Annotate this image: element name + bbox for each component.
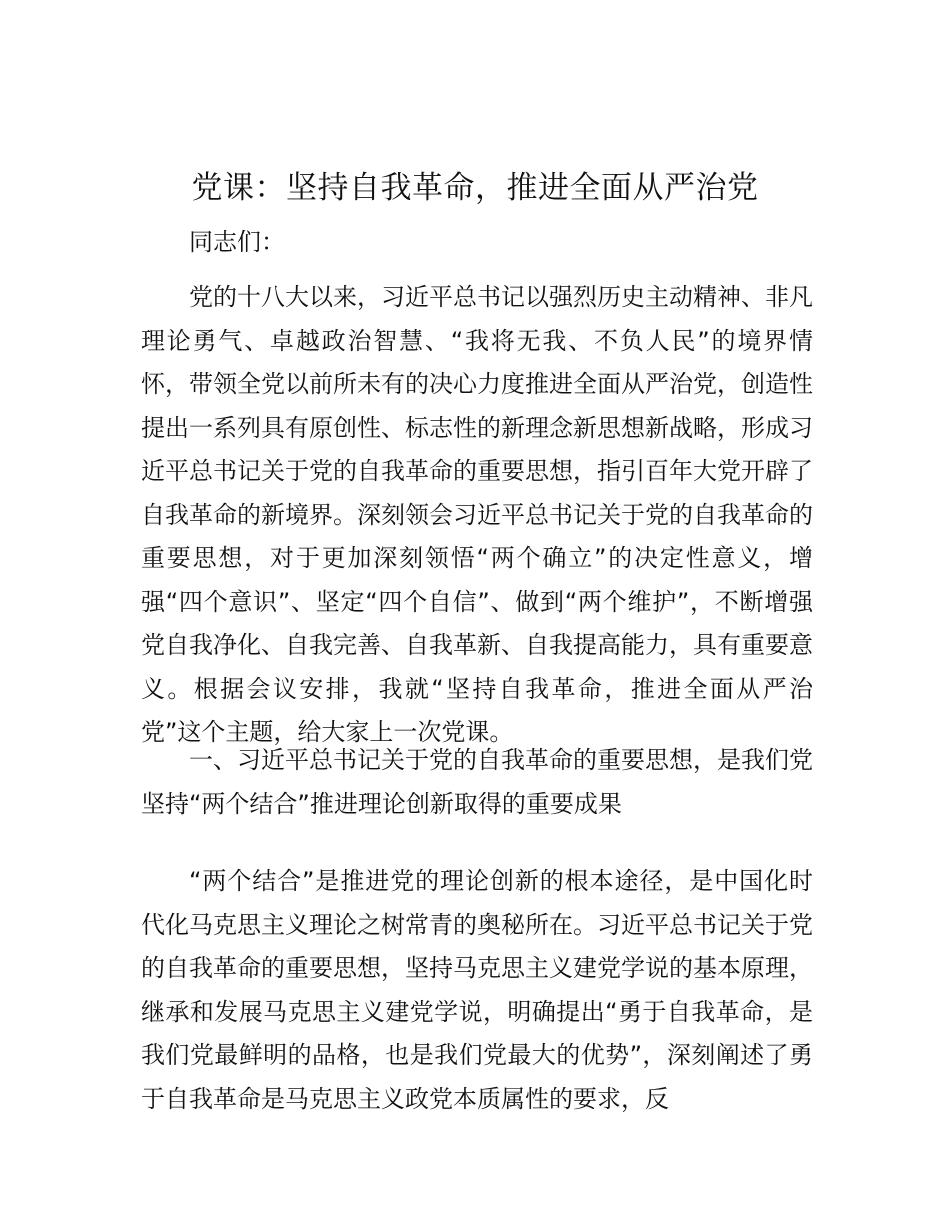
salutation: 同志们： (189, 228, 285, 256)
paragraph-intro: 党的十八大以来，习近平总书记以强烈历史主动精神、非凡理论勇气、卓越政治智慧、“我将无我、不负人民”的境界情怀，带领全党以前所未有的决心力度推进全面从严治党，创造性提出一系列具有原创性、标志性的新理念新思想新战略，形成习近平总书记关于党的自我革命的重要思想，指引百年大党开辟了自我革命的新境界。深刻领会习近平总书记关于党的自我革命的重要思想，对于更加深刻领悟“两个确立”的决定性意义，增强“四个意识”、坚定“四个自信”、做到“两个维护”，不断增强党自我净化、自我完善、自我革新、自我提高能力，具有重要意义。根据会议安排，我就“坚持自我革命，推进全面从严治党”这个主题，给大家上一次党课。 (141, 283, 813, 746)
paragraph-two-combinations: “两个结合”是推进党的理论创新的根本途径，是中国化时代化马克思主义理论之树常青的奥秘所在。习近平总书记关于党的自我革命的重要思想，坚持马克思主义建党学说的基本原理，继承和发展马克思主义建党学说，明确提出“勇于自我革命，是我们党最鲜明的品格，也是我们党最大的优势”，深刻阐述了勇于自我革命是马克思主义政党本质属性的要求，反 (141, 867, 813, 1113)
section-heading-1: 一、习近平总书记关于党的自我革命的重要思想，是我们党坚持“两个结合”推进理论创新取得的重要成果 (141, 746, 813, 818)
document-title: 党课：坚持自我革命，推进全面从严治党 (191, 170, 759, 206)
